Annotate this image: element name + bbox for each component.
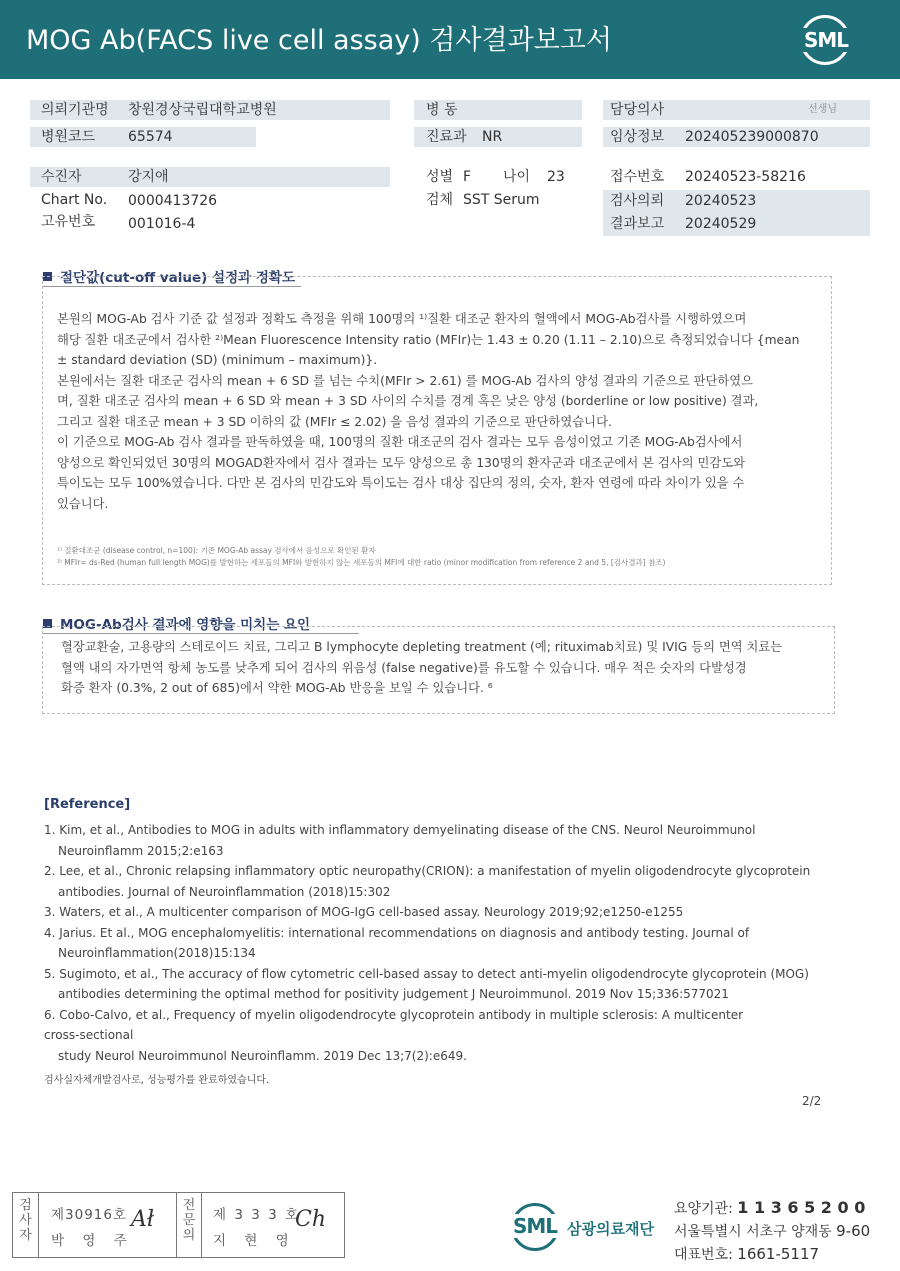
section1-line: 이 기준으로 MOG-Ab 검사 결과를 판독하였을 때, 100명의 질환 대조군의 검사 결과는 모두 음성이었고 기존 MOG-Ab검사에서: [57, 435, 743, 449]
footer-address-value: 9-60: [836, 1222, 871, 1240]
section1-line: ± standard deviation (SD) (minimum – maximum)}.: [57, 353, 378, 367]
section2-line: 혈액 내의 자가면역 항체 농도를 낮추게 되어 검사의 위음성 (false negative)를 유도할 수 있습니다. 매우 적은 숫자의 다발성경: [61, 660, 747, 675]
section1-line: 있습니다.: [57, 496, 109, 511]
chart-value: 0000413726: [128, 193, 218, 209]
unique-value: 001016-4: [128, 216, 196, 232]
hospital-code-label: 병원코드: [41, 129, 96, 145]
section1-line: 본원의 MOG-Ab 검사 기준 값 설정과 정확도 측정을 위해 100명의 ¹⁾질환 대조군 환자의 혈액에서 MOG-Ab검사를 시행하였으며: [57, 312, 747, 326]
footer-code-value: 1 1 3 6 5 2 0 0: [737, 1198, 866, 1217]
specialist-number: 제 3 3 3 호: [213, 1207, 301, 1223]
sml-logo: [797, 12, 855, 68]
institution-label: 의뢰기관명: [41, 102, 109, 118]
section1-line: 특이도는 모두 100%였습니다. 다만 본 검사의 민감도와 특이도는 검사 대상 집단의 정의, 숫자, 환자 연령에 따라 차이가 있을 수: [57, 476, 745, 490]
footer-org-name: 삼광의료재단: [567, 1220, 654, 1238]
footnote-2: ²⁾ MFIr= ds-Red (human full length MOG)를 발현하는 세포들의 MFI와 발현하지 않는 세포들의 MFI에 대한 ratio (minor modification from reference 2 and 5, [검사결과] 참조): [57, 558, 666, 567]
institution-value: 창원경상국립대학교병원: [128, 102, 277, 118]
hospital-code-value: 65574: [128, 129, 173, 145]
age-label: 나이: [503, 169, 531, 185]
request-value: 20240523: [685, 193, 757, 209]
section1-line: 그리고 질환 대조군 mean + 3 SD 이하의 값 (MFIr ≤ 2.02) 을 음성 결과의 기준으로 판단하였습니다.: [57, 414, 612, 429]
tester-signature: Ał: [131, 1207, 155, 1232]
age-value: 23: [547, 169, 565, 185]
tester-name: 박 영 주: [51, 1233, 134, 1249]
sex-label: 성별: [426, 169, 454, 185]
section1-line: 며, 질환 대조군 검사의 mean + 6 SD 와 mean + 3 SD 사이의 수치를 경계 혹은 낮은 양성 (borderline or low positive) 결과,: [57, 394, 759, 408]
section1-title-text: 절단값(cut-off value) 설정과 정확도: [60, 270, 295, 286]
receipt-value: 20240523-58216: [685, 169, 806, 185]
reference-item: 3. Waters, et al., A multicenter comparison of MOG-IgG cell-based assay. Neurology 2019;92;e1250-e1255: [44, 905, 684, 919]
report-header: [0, 0, 900, 79]
reference-item: 5. Sugimoto, et al., The accuracy of flow cytometric cell-based assay to detect anti-myelin oligodendrocyte glycoprotein (MOG): [44, 966, 809, 981]
footer-code: [674, 1198, 865, 1218]
reference-item: antibodies. Journal of Neuroinflammation (2018)15:302: [58, 884, 391, 899]
section1-line: 본원에서는 질환 대조군 검사의 mean + 6 SD 를 넘는 수치(MFIr > 2.61) 를 MOG-Ab 검사의 양성 결과의 기준으로 판단하였으: [57, 373, 754, 388]
reference-item: 2. Lee, et al., Chronic relapsing inflammatory optic neuropathy(CRION): a manifestation of myelin oligodendrocyte glycoprotein: [44, 864, 811, 878]
footer-sml-logo: [509, 1201, 561, 1253]
doctor-suffix: 선생님: [808, 104, 837, 115]
reference-item: study Neurol Neuroimmunol Neuroinflamm. 2019 Dec 13;7(2):e649.: [58, 1048, 467, 1063]
reference-item: 4. Jarius. Et al., MOG encephalomyelitis: international recommendations on diagnosis and antibody testing. Journal of: [44, 925, 750, 940]
page-number: 2/2: [802, 1094, 822, 1108]
footer-logo-text: SML: [509, 1214, 561, 1238]
footnote-1: ¹⁾ 질환대조군 (disease control, n=100): 기존 MOG-Ab assay 검사에서 음성으로 확인된 환자: [57, 546, 376, 555]
request-label: 검사의뢰: [610, 193, 665, 209]
reference-item: Neuroinflamm 2015;2:e163: [58, 843, 224, 858]
section1-body: [57, 309, 827, 514]
sex-value: F: [463, 169, 472, 185]
reference-item: 6. Cobo-Calvo, et al., Frequency of myelin oligodendrocyte glycoprotein antibody in multiple sclerosis: A multicenter: [44, 1007, 744, 1022]
reference-item: antibodies determining the optimal method for positivity judgement J Neuroimmunol. 2019 Nov 15;336:577021: [58, 987, 729, 1001]
specialist-signature: Ch: [295, 1207, 327, 1232]
chart-label: Chart No.: [41, 192, 108, 208]
tester-label: [13, 1193, 39, 1257]
section2-line: 혈장교환술, 고용량의 스테로이드 치료, 그리고 B lymphocyte depleting treatment (예; rituximab치료) 및 IVIG 등의 면역 치료는: [61, 640, 783, 654]
clinical-value: 202405239000870: [685, 129, 819, 145]
patient-value: 강지애: [128, 169, 169, 185]
dept-value: NR: [482, 129, 503, 145]
section2-title-text: MOG-Ab검사 결과에 영향을 미치는 요인: [60, 617, 311, 633]
patient-label: 수진자: [41, 169, 82, 185]
section1-line: 양성으로 확인되었던 30명의 MOGAD환자에서 검사 결과는 모두 양성으로 총 130명의 환자군과 대조군에서 본 검사의 민감도와: [57, 455, 745, 470]
dept-label: 진료과: [426, 129, 467, 145]
specimen-value: SST Serum: [463, 192, 540, 208]
ward-label: 병 동: [426, 102, 458, 118]
footer-address: [674, 1221, 870, 1241]
reference-item: 1. Kim, et al., Antibodies to MOG in adults with inflammatory demyelinating disease of the CNS. Neurol Neuroimmunol: [44, 823, 756, 837]
footer-phone-label: 대표번호:: [674, 1247, 733, 1263]
patient-row-bg: [30, 167, 390, 187]
report-title: MOG Ab(FACS live cell assay) 검사결과보고서: [26, 25, 612, 56]
reference-item: cross-sectional: [44, 1028, 134, 1042]
footer-phone-value: 1661-5117: [737, 1245, 820, 1263]
specialist-label-text: 전문의: [182, 1198, 196, 1243]
footer-phone: [674, 1244, 819, 1264]
specialist-name: 지 현 영: [213, 1233, 296, 1249]
clinical-label: 임상정보: [610, 129, 665, 145]
reference-list: [44, 820, 834, 1066]
specimen-label: 검체: [426, 192, 454, 208]
footer-address-label: 서울특별시 서초구 양재동: [674, 1224, 832, 1240]
reference-title: [Reference]: [44, 797, 131, 812]
tester-number: 제30916호: [51, 1207, 128, 1223]
reference-item: Neuroinflammation(2018)15:134: [58, 946, 256, 960]
receipt-label: 접수번호: [610, 169, 665, 185]
section2-body: [61, 637, 829, 699]
report-date-label: 결과보고: [610, 216, 665, 232]
validation-note: 검사실자체개발검사로, 성능평가를 완료하였습니다.: [44, 1075, 270, 1086]
tester-label-text: 검사자: [19, 1198, 32, 1243]
signature-box: [12, 1192, 345, 1258]
footer-code-label: 요양기관:: [674, 1201, 733, 1217]
doctor-label: 담당의사: [610, 102, 665, 118]
specialist-label: [176, 1193, 202, 1257]
unique-label: 고유번호: [41, 214, 96, 230]
logo-text: SML: [797, 28, 855, 52]
report-date-value: 20240529: [685, 216, 757, 232]
section1-line: 해당 질환 대조군에서 검사한 ²⁾Mean Fluorescence Intensity ratio (MFIr)는 1.43 ± 0.20 (1.11 – 2.10)으로 측정되었습니다 {mean: [57, 332, 800, 347]
section2-line: 화증 환자 (0.3%, 2 out of 685)에서 약한 MOG-Ab 반응을 보일 수 있습니다. ⁶: [61, 681, 493, 695]
